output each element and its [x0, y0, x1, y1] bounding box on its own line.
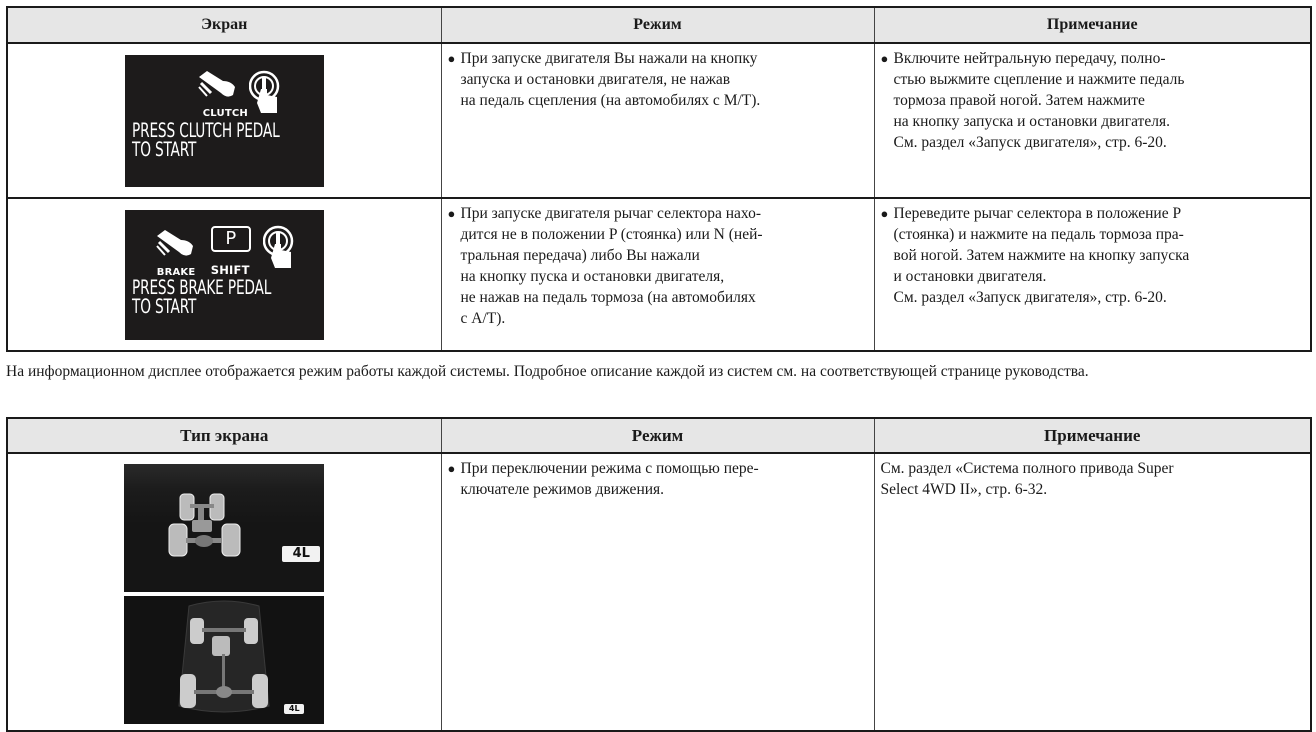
bullet-icon: ●	[447, 461, 456, 476]
brake-warning-screen	[125, 210, 324, 340]
start-button-icon	[249, 69, 283, 117]
header-note: Примечание	[874, 7, 1311, 43]
table-row	[7, 198, 1311, 351]
clutch-label: CLUTCH	[202, 108, 248, 119]
header-note: Примечание	[874, 418, 1311, 453]
note-cell	[874, 43, 1311, 198]
mode-cell	[441, 453, 874, 731]
table-header-row	[7, 418, 1311, 453]
bullet-icon: ●	[447, 206, 456, 221]
drive-mode-table	[6, 417, 1312, 732]
bullet-icon: ●	[880, 51, 889, 66]
note-text: Включите нейтральную передачу, полно- стью выжмите сцепление и нажмите педаль тормоза правой ногой. Затем нажмите на кнопку запуска и остановки двигателя. См. раздел «Запуск двигателя», стр. 6-20.	[893, 50, 1185, 151]
screen-message: PRESS CLUTCH PEDAL TO START	[131, 119, 280, 161]
drive-mode-badge: 4L	[284, 704, 304, 714]
screen-cell	[7, 198, 441, 351]
4wd-vehicle-chassis-view	[124, 596, 324, 724]
intro-paragraph: На информационном дисплее отображается режим работы каждой системы. Подробное описание каждой из систем см. на соответствующей странице руководства.	[6, 362, 1089, 380]
clutch-pedal-icon	[197, 69, 239, 103]
clutch-warning-screen	[125, 55, 324, 187]
bullet-icon: ●	[447, 51, 456, 66]
table-header-row	[7, 7, 1311, 43]
note-text: См. раздел «Система полного привода Super Select 4WD II», стр. 6-32.	[880, 460, 1174, 498]
note-cell	[874, 453, 1311, 731]
shift-p-icon: P	[211, 226, 251, 252]
screen-cell	[7, 43, 441, 198]
header-mode: Режим	[441, 7, 874, 43]
screen-cell	[7, 453, 441, 731]
header-mode: Режим	[441, 418, 874, 453]
note-text: Переведите рычаг селектора в положение P (стоянка) и нажмите на педаль тормоза пра- вой ногой. Затем нажмите на кнопку запуска и остановки двигателя. См. раздел «Запуск двигателя», стр. 6-20.	[893, 205, 1190, 306]
brake-pedal-icon	[155, 228, 197, 262]
mode-cell	[441, 43, 874, 198]
header-screen: Экран	[7, 7, 441, 43]
screen-message: PRESS BRAKE PEDAL TO START	[131, 276, 271, 318]
note-cell	[874, 198, 1311, 351]
start-button-icon	[263, 224, 297, 272]
table-row	[7, 43, 1311, 198]
mode-text: При запуске двигателя рычаг селектора нахо- дится не в положении P (стоянка) или N (ней- тральная передача) либо Вы нажали на кнопку пуска и остановки двигателя, не нажав на педаль тормоза (на автомобилях с A/T).	[460, 205, 763, 327]
mode-cell	[441, 198, 874, 351]
bullet-icon: ●	[880, 206, 889, 221]
shift-label: SHIFT	[210, 263, 250, 277]
brake-label: BRAKE	[156, 267, 196, 278]
mode-text: При запуске двигателя Вы нажали на кнопку запуска и остановки двигателя, не нажав на педаль сцепления (на автомобилях с M/T).	[460, 50, 761, 109]
drivetrain-icon	[124, 464, 324, 592]
mode-text: При переключении режима с помощью пере- ключателе режимов движения.	[460, 460, 759, 498]
drive-mode-badge: 4L	[282, 546, 320, 562]
start-warnings-table	[6, 6, 1312, 352]
header-screen-type: Тип экрана	[7, 418, 441, 453]
4wd-drivetrain-diagram	[124, 464, 324, 592]
table-row	[7, 453, 1311, 731]
